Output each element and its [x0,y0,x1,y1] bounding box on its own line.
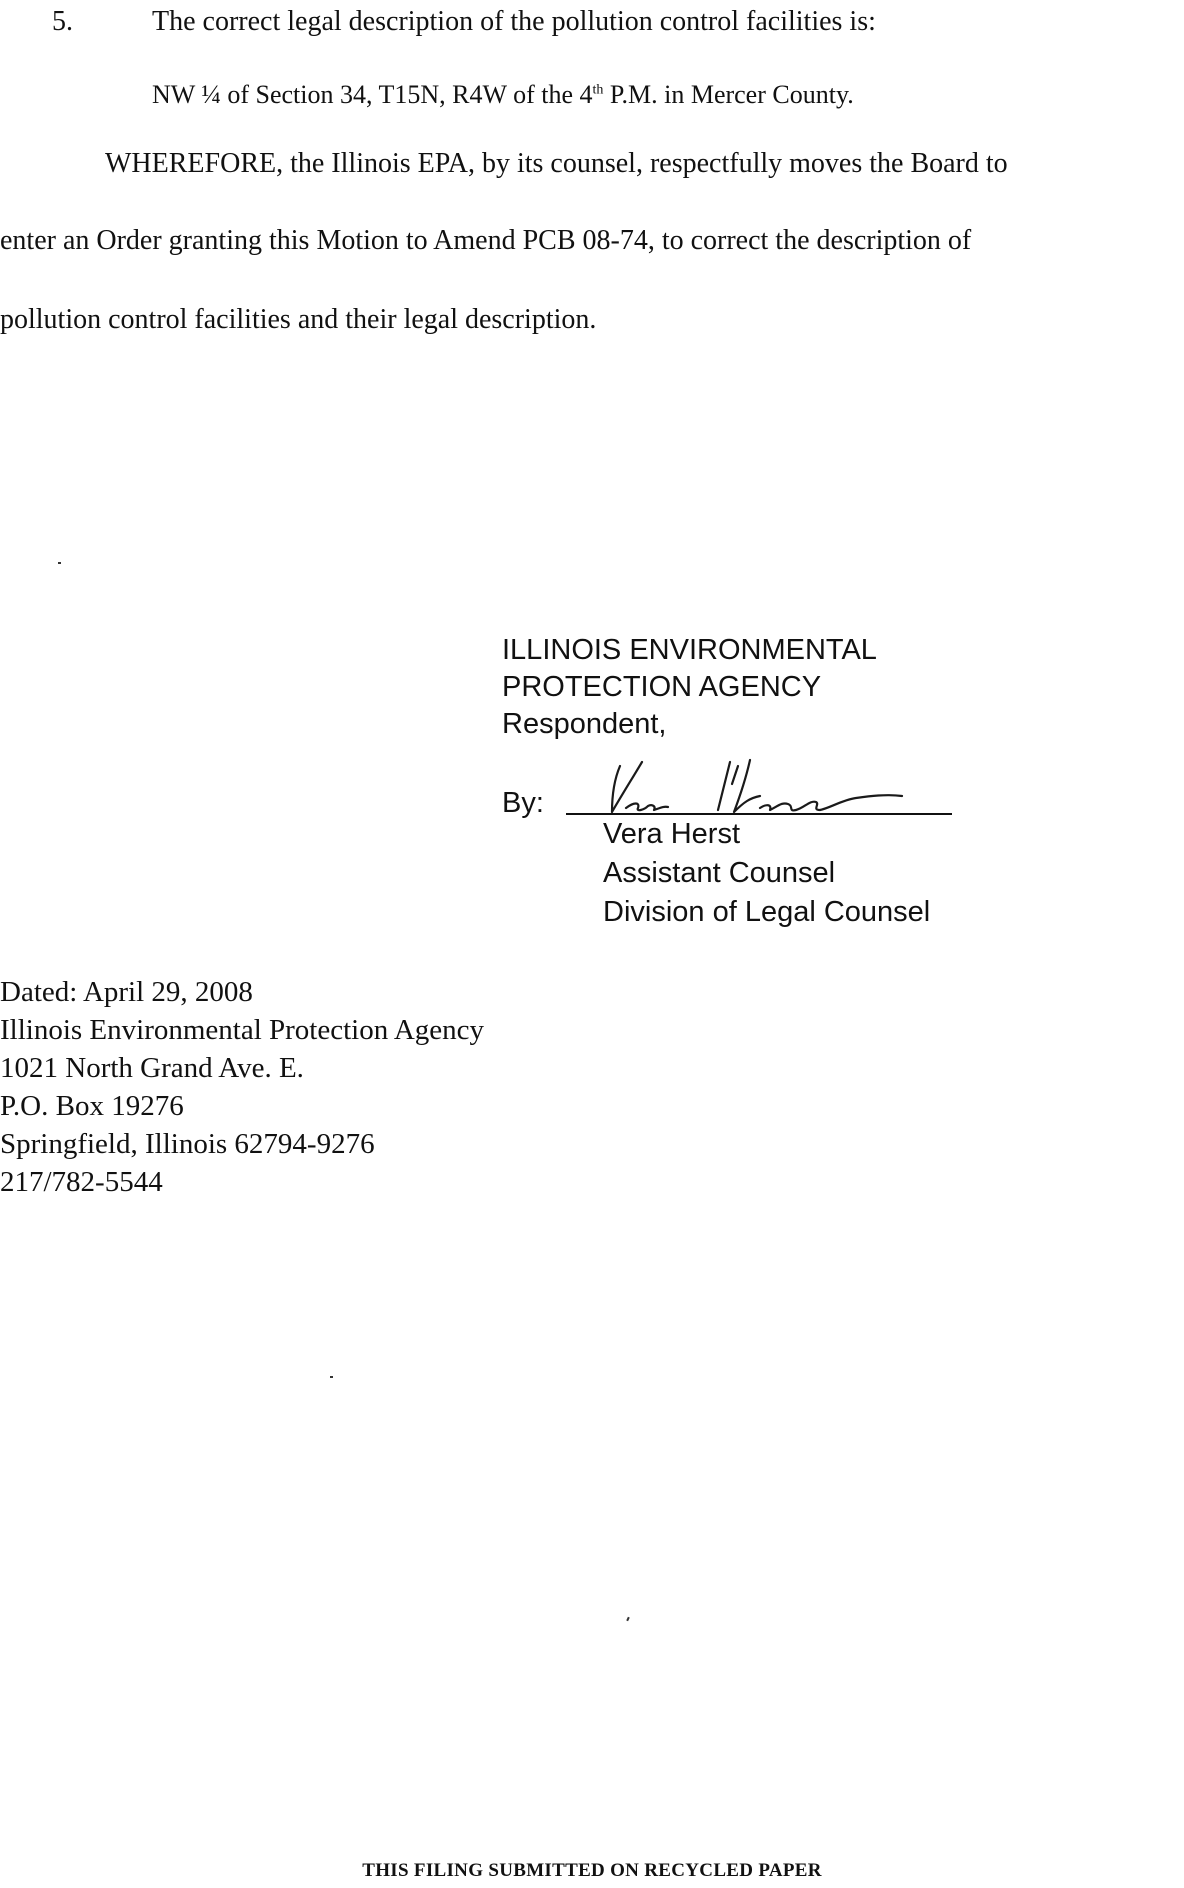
wherefore-line-1: WHEREFORE, the Illinois EPA, by its counsel, respectfully moves the Board to [105,148,1008,179]
address-street: 1021 North Grand Ave. E. [0,1052,304,1084]
address-city: Springfield, Illinois 62794-9276 [0,1128,375,1160]
respondent-label: Respondent, [502,708,667,740]
scan-speck [58,562,61,564]
legal-description-superscript: th [592,82,604,98]
by-label: By: [502,787,544,819]
agency-name-line-1: ILLINOIS ENVIRONMENTAL [502,634,877,666]
legal-description-tail: P.M. in Mercer County. [603,80,854,109]
legal-description [152,80,854,110]
recycled-paper-footer: THIS FILING SUBMITTED ON RECYCLED PAPER [362,1860,822,1881]
signer-division: Division of Legal Counsel [603,896,931,928]
item-text: The correct legal description of the pollution control facilities is: [152,6,876,37]
wherefore-line-2: enter an Order granting this Motion to Amend PCB 08-74, to correct the description of [0,225,972,256]
address-org: Illinois Environmental Protection Agency [0,1014,485,1046]
signer-name: Vera Herst [603,818,740,850]
address-po-box: P.O. Box 19276 [0,1090,184,1122]
scan-speck [330,1376,333,1378]
item-number: 5. [52,6,73,37]
agency-name-line-2: PROTECTION AGENCY [502,671,822,703]
scan-speck [626,1617,630,1621]
legal-description-main: NW ¼ of Section 34, T15N, R4W of the 4 [152,80,593,109]
handwritten-signature [590,752,930,822]
address-phone: 217/782-5544 [0,1166,163,1198]
dated-line: Dated: April 29, 2008 [0,976,253,1008]
signer-title: Assistant Counsel [603,857,836,889]
wherefore-line-3: pollution control facilities and their legal description. [0,304,597,335]
